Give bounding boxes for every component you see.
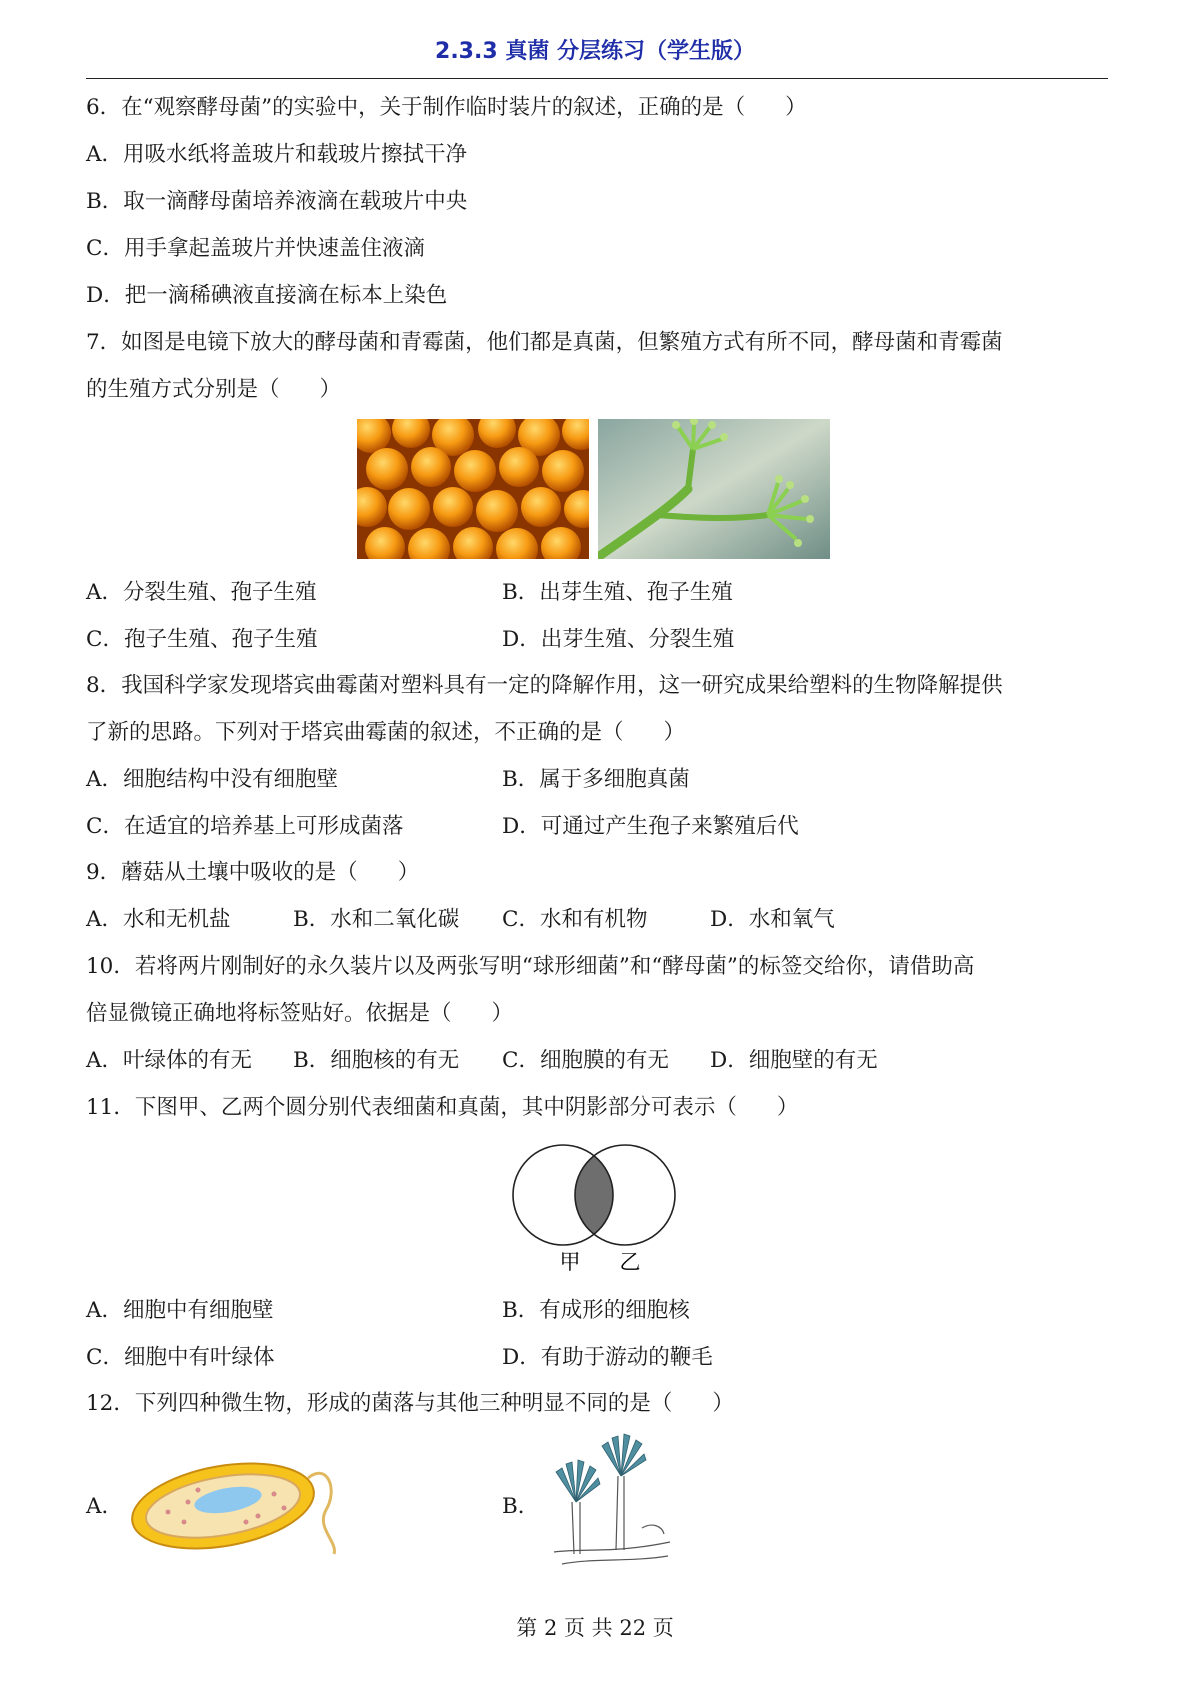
question-8-option-b: B．属于多细胞真菌 <box>502 767 690 792</box>
penicillium-illustration <box>552 1432 672 1572</box>
question-6-option-d: D．把一滴稀碘液直接滴在标本上染色 <box>86 283 448 308</box>
question-10-stem: 10．若将两片刚制好的永久装片以及两张写明“球形细菌”和“酵母菌”的标签交给你，请借助高 <box>86 954 975 979</box>
question-7-option-a: A．分裂生殖、孢子生殖 <box>86 580 317 605</box>
question-6-option-b: B．取一滴酵母菌培养液滴在载玻片中央 <box>86 189 468 214</box>
question-8-option-a: A．细胞结构中没有细胞壁 <box>86 767 339 792</box>
question-11-option-d: D．有助于游动的鞭毛 <box>502 1345 713 1370</box>
question-8-stem: 8．我国科学家发现塔宾曲霉菌对塑料具有一定的降解作用，这一研究成果给塑料的生物降解提供 <box>86 673 1003 698</box>
question-7-stem-cont: 的生殖方式分别是（ ） <box>86 377 342 402</box>
question-10-stem-cont: 倍显微镜正确地将标签贴好。依据是（ ） <box>86 1001 514 1026</box>
question-7-option-c: C．孢子生殖、孢子生殖 <box>86 627 318 652</box>
question-9-option-a: A．水和无机盐 <box>86 907 231 932</box>
question-11-stem: 11．下图甲、乙两个圆分别代表细菌和真菌，其中阴影部分可表示（ ） <box>86 1095 799 1120</box>
question-9-option-d: D．水和氧气 <box>710 907 835 932</box>
venn-label-jia: 甲 <box>559 1250 581 1274</box>
question-7-option-b: B．出芽生殖、孢子生殖 <box>502 580 733 605</box>
question-8-option-c: C．在适宜的培养基上可形成菌落 <box>86 814 404 839</box>
question-12-option-a: A． <box>86 1494 124 1519</box>
question-11-option-a: A．细胞中有细胞壁 <box>86 1298 274 1323</box>
question-11-option-c: C．细胞中有叶绿体 <box>86 1345 275 1370</box>
question-9-option-c: C．水和有机物 <box>502 907 648 932</box>
question-12-option-b: B． <box>502 1494 540 1519</box>
question-6-option-c: C．用手拿起盖玻片并快速盖住液滴 <box>86 236 425 261</box>
question-9-stem: 9．蘑菇从土壤中吸收的是（ ） <box>86 860 420 885</box>
question-7-option-d: D．出芽生殖、分裂生殖 <box>502 627 735 652</box>
question-11-option-b: B．有成形的细胞核 <box>502 1298 690 1323</box>
question-9-option-b: B．水和二氧化碳 <box>293 907 460 932</box>
venn-diagram <box>505 1143 685 1278</box>
question-10-option-c: C．细胞膜的有无 <box>502 1048 669 1073</box>
question-8-option-d: D．可通过产生孢子来繁殖后代 <box>502 814 799 839</box>
penicillium-micrograph-image <box>598 419 830 559</box>
question-10-option-b: B．细胞核的有无 <box>293 1048 460 1073</box>
yeast-micrograph-image <box>357 419 589 559</box>
header-divider <box>86 78 1108 79</box>
venn-label-yi: 乙 <box>619 1250 641 1274</box>
question-7-stem: 7．如图是电镜下放大的酵母菌和青霉菌，他们都是真菌，但繁殖方式有所不同，酵母菌和青霉菌 <box>86 330 1003 355</box>
question-12-stem: 12．下列四种微生物，形成的菌落与其他三种明显不同的是（ ） <box>86 1391 734 1416</box>
page-title: 2.3.3 真菌 分层练习（学生版） <box>435 39 755 64</box>
page-footer: 第 2 页 共 22 页 <box>516 1616 674 1640</box>
question-8-stem-cont: 了新的思路。下列对于塔宾曲霉菌的叙述，不正确的是（ ） <box>86 720 686 745</box>
bacterium-illustration <box>128 1450 348 1560</box>
question-6-stem: 6．在“观察酵母菌”的实验中，关于制作临时装片的叙述，正确的是（ ） <box>86 95 807 120</box>
question-6-option-a: A．用吸水纸将盖玻片和载玻片擦拭干净 <box>86 142 468 167</box>
question-10-option-a: A．叶绿体的有无 <box>86 1048 253 1073</box>
question-10-option-d: D．细胞壁的有无 <box>710 1048 878 1073</box>
